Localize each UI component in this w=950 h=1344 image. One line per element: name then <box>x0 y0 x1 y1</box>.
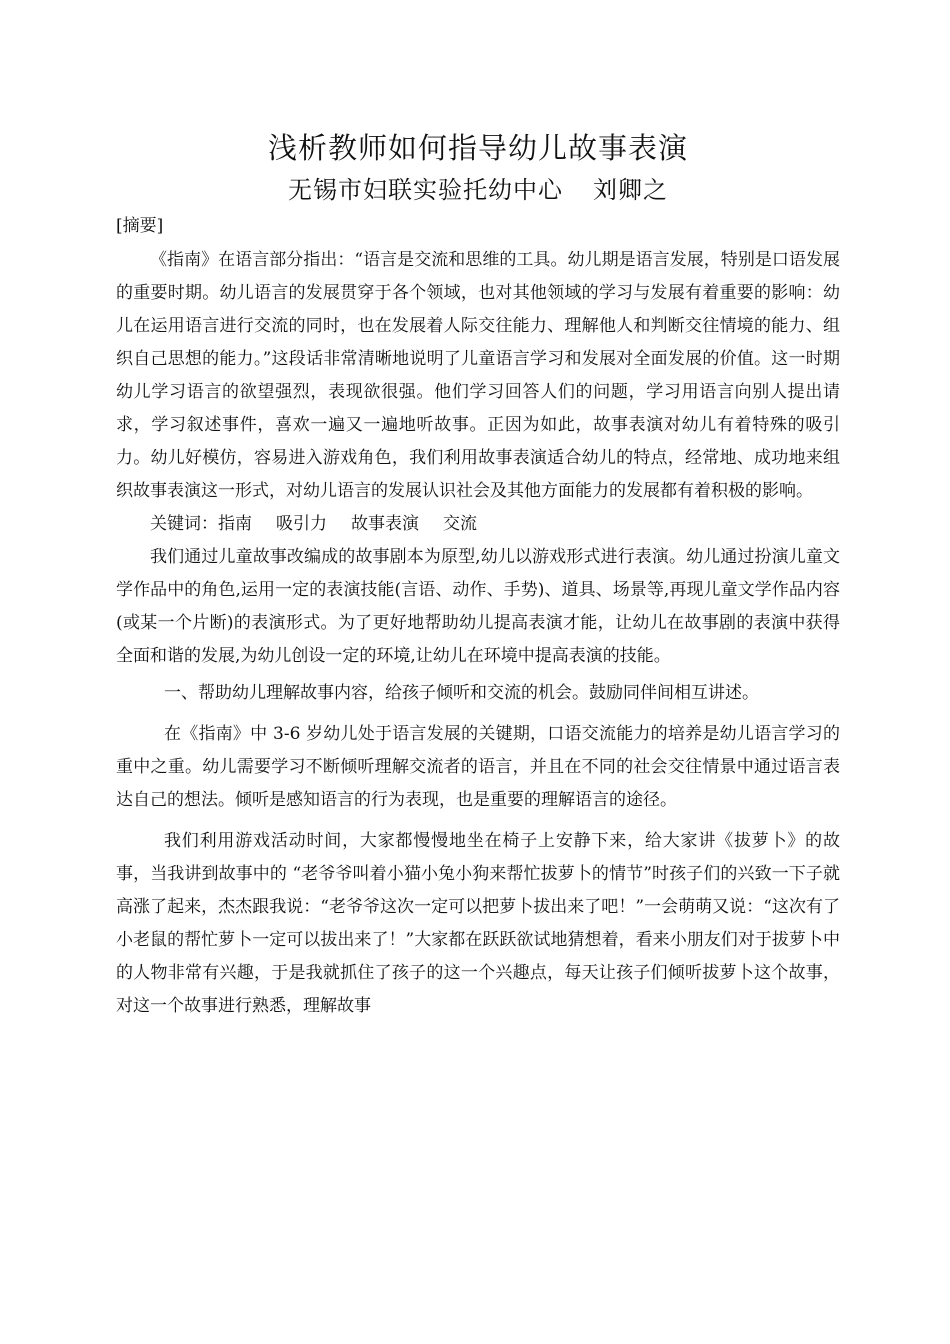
section-heading: 一、帮助幼儿理解故事内容，给孩子倾听和交流的机会。鼓励同伴间相互讲述。 <box>164 683 759 703</box>
author-affiliation: 无锡市妇联实验托幼中心 <box>288 176 563 204</box>
intro-paragraph: 我们通过儿童故事改编成的故事剧本为原型,幼儿以游戏形式进行表演。幼儿通过扮演儿童文学作品中的角色,运用一定的表演技能(言语、动作、手势)、道具、场景等,再现儿童文学作品内容(或某一个片断)的表演形式。为了更好地帮助幼儿提高表演才能，让幼儿在故事剧的表演中获得全面和谐的发展,为幼儿创设一定的环境,让幼儿在环境中提高表演的技能。 <box>116 547 840 666</box>
body-paragraph: 我们利用游戏活动时间，大家都慢慢地坐在椅子上安静下来，给大家讲《拔萝卜》的故事，当我讲到故事中的 “老爷爷叫着小猫小兔小狗来帮忙拔萝卜的情节”时孩子们的兴致一下子就高涨了起来，杰杰跟我说：“老爷爷这次一定可以把萝卜拔出来了吧！”一会萌萌又说：“这次有了小老鼠的帮忙萝卜一定可以拔出来了！”大家都在跃跃欲试地猜想着，看来小朋友们对于拔萝卜中的人物非常有兴趣，于是我就抓住了孩子的这一个兴趣点，每天让孩子们倾听拔萝卜这个故事，对这一个故事进行熟悉，理解故事 <box>116 831 840 1016</box>
abstract-paragraph: 《指南》在语言部分指出：“语言是交流和思维的工具。幼儿期是语言发展，特别是口语发展的重要时期。幼儿语言的发展贯穿于各个领域，也对其他领域的学习与发展有着重要的影响：幼儿在运用语言进行交流的同时，也在发展着人际交往能力、理解他人和判断交往情境的能力、组织自己思想的能力。”这段话非常清晰地说明了儿童语言学习和发展对全面发展的价值。这一时期幼儿学习语言的欲望强烈，表现欲很强。他们学习回答人们的问题，学习用语言向别人提出请求，学习叙述事件，喜欢一遍又一遍地听故事。正因为如此，故事表演对幼儿有着特殊的吸引力。幼儿好模仿，容易进入游戏角色，我们利用故事表演适合幼儿的特点，经常地、成功地来组织故事表演这一形式，对幼儿语言的发展认识社会及其他方面能力的发展都有着积极的影响。 <box>116 250 840 501</box>
author-line <box>116 172 840 208</box>
keywords-line <box>116 508 840 541</box>
document-title: 浅析教师如何指导幼儿故事表演 <box>267 131 688 165</box>
keyword-item: 指南 <box>218 514 252 534</box>
body-paragraph: 在《指南》中 3-6 岁幼儿处于语言发展的关键期，口语交流能力的培养是幼儿语言学习的重中之重。幼儿需要学习不断倾听理解交流者的语言，并且在不同的社会交往情景中通过语言表达自己的想法。倾听是感知语言的行为表现，也是重要的理解语言的途径。 <box>116 724 840 810</box>
abstract-label: [摘要] <box>116 216 164 236</box>
author-name: 刘卿之 <box>593 176 668 204</box>
keywords-label: 关键词： <box>150 514 218 534</box>
keyword-item: 故事表演 <box>351 514 419 534</box>
keyword-item: 交流 <box>443 514 477 534</box>
keyword-item: 吸引力 <box>276 514 327 534</box>
